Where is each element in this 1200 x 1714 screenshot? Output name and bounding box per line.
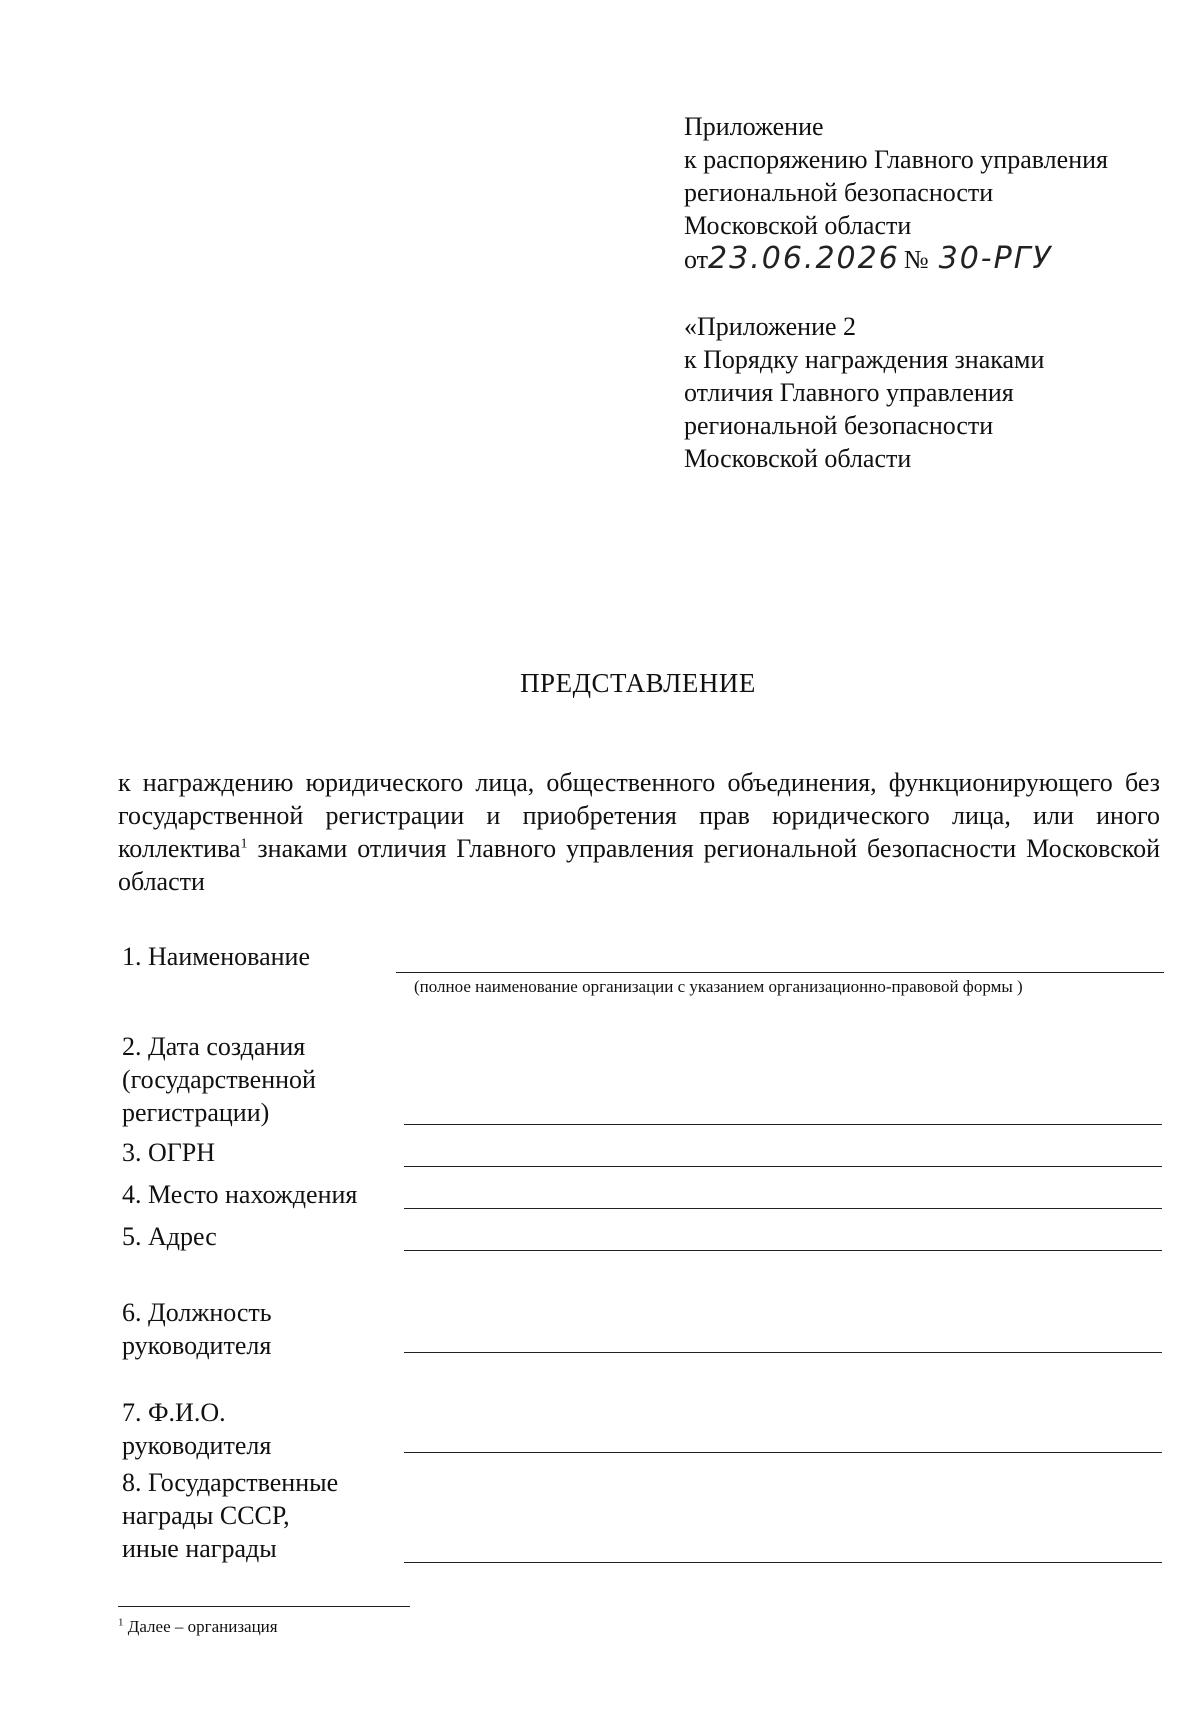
appendix2-header [684, 310, 1044, 475]
appendix-line: к распоряжению Главного управления [684, 145, 1108, 174]
handwritten-number: 30-РГУ [938, 241, 1053, 276]
field-label-line: 7. Ф.И.О. [122, 1398, 226, 1427]
field-label-head-position [122, 1296, 272, 1362]
appendix-date-number [684, 242, 1108, 276]
intro-text: к награждению юридического лица, общественного объединения, функционирующего без государственной регистрации и приобретения прав юридического лица, или иного коллектива [118, 768, 1160, 863]
field-line-location [404, 1208, 1162, 1209]
handwritten-date: 23.06.2026 [708, 241, 900, 276]
date-prefix: от [684, 245, 709, 274]
footnote-text: Далее – организация [123, 1617, 278, 1636]
footnote-divider [118, 1606, 410, 1607]
appendix2-line: отличия Главного управления [684, 378, 1014, 407]
footnote-mark: 1 [118, 1616, 124, 1629]
footnote [118, 1616, 278, 1638]
field-label-line: иные награды [122, 1534, 277, 1563]
appendix-line: региональной безопасности [684, 178, 994, 207]
field-line-head-position [404, 1352, 1162, 1353]
field-line-ogrn [404, 1166, 1162, 1167]
intro-paragraph [118, 766, 1160, 898]
appendix2-line: к Порядку награждения знаками [684, 345, 1045, 374]
field-label-creation-date [122, 1030, 316, 1129]
appendix-line: Московской области [684, 211, 912, 240]
field-label-line: регистрации) [122, 1098, 270, 1127]
field-label-line: 8. Государственные [122, 1468, 339, 1497]
field-label-line: награды СССР, [122, 1501, 290, 1530]
appendix2-title: «Приложение 2 [684, 312, 857, 341]
appendix2-line: Московской области [684, 444, 912, 473]
appendix2-line: региональной безопасности [684, 411, 994, 440]
intro-text-continued: знаками отличия Главного управления региональной безопасности Московской области [118, 834, 1160, 896]
field-label-line: (государственной [122, 1065, 316, 1094]
footnote-reference: 1 [240, 836, 248, 852]
field-label-line: руководителя [122, 1331, 272, 1360]
field-label-ogrn: 3. ОГРН [122, 1138, 216, 1167]
field-label-address: 5. Адрес [122, 1222, 217, 1251]
appendix-header [684, 110, 1108, 276]
field-label-line: 6. Должность [122, 1298, 272, 1327]
field-line-address [404, 1250, 1162, 1251]
field-label-line: 2. Дата создания [122, 1032, 306, 1061]
field-label-awards [122, 1466, 338, 1565]
number-prefix: № [903, 245, 929, 274]
field-label-line: руководителя [122, 1431, 272, 1460]
field-line-creation-date [404, 1124, 1162, 1125]
field-label-location: 4. Место нахождения [122, 1180, 358, 1209]
appendix-title: Приложение [684, 112, 824, 141]
field-label-name: 1. Наименование [122, 942, 310, 971]
field-line-name [396, 972, 1164, 973]
field-line-head-name [404, 1452, 1162, 1453]
field-label-head-name [122, 1396, 271, 1462]
field-hint-name: (полное наименование организации с указанием организационно-правовой формы ) [414, 977, 1023, 996]
field-line-awards [404, 1562, 1162, 1563]
document-title: ПРЕДСТАВЛЕНИЕ [520, 668, 756, 698]
